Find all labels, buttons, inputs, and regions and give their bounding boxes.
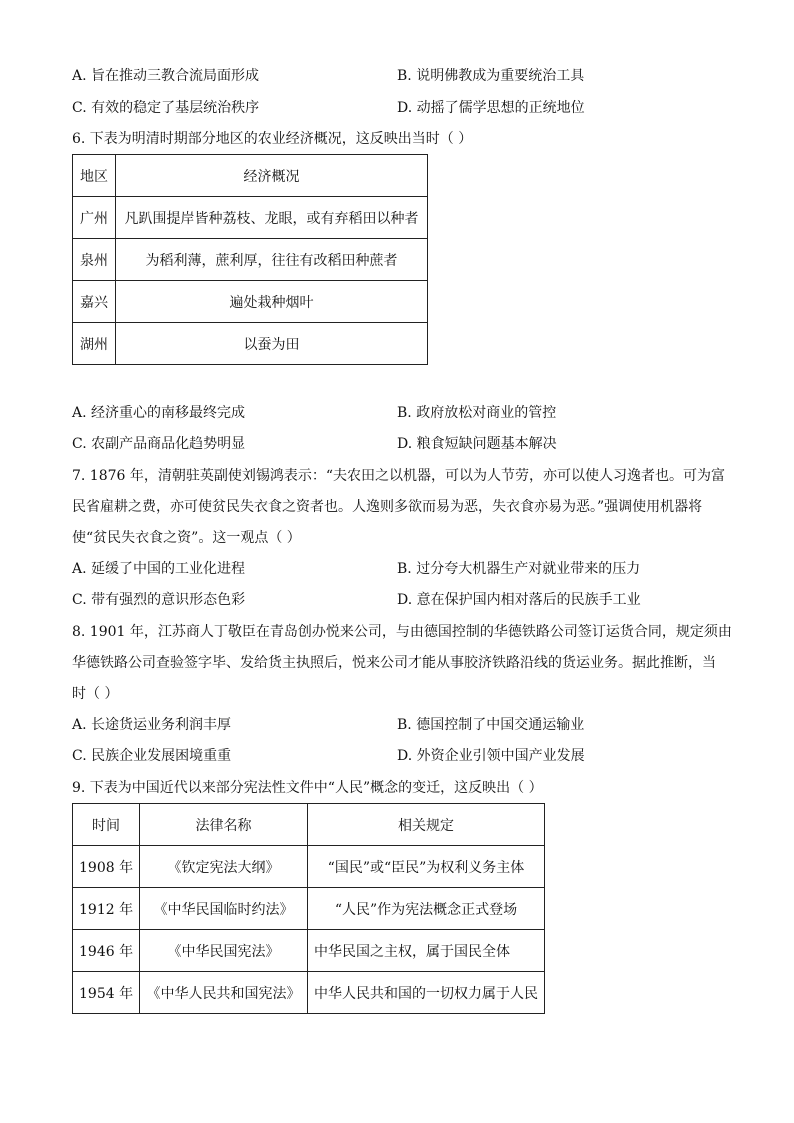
table-row [73, 323, 428, 365]
table-cell: 《钦定宪法大纲》 [140, 846, 308, 888]
q7-stem-line-3: 使“贫民失衣食之资”。这一观点（ ） [72, 530, 301, 546]
table-row [73, 972, 545, 1014]
table-header-provisions: 相关规定 [308, 804, 545, 846]
table-cell: 《中华民国临时约法》 [140, 888, 308, 930]
q6-option-c: C. 农副产品商品化趋势明显 [72, 436, 246, 452]
table-cell: 1912 年 [73, 888, 140, 930]
q7-option-a: A. 延缓了中国的工业化进程 [72, 561, 246, 577]
table-cell: 遍处栽种烟叶 [116, 281, 428, 323]
q8-stem-line-1: 8. 1901 年，江苏商人丁敬臣在青岛创办悦来公司，与由德国控制的华德铁路公司签订运货合同，规定须由 [72, 624, 732, 640]
table-row [73, 804, 545, 846]
table-row [73, 155, 428, 197]
table-cell: 1954 年 [73, 972, 140, 1014]
table-row [73, 930, 545, 972]
q8-stem-line-2: 华德铁路公司查验签字毕、发给货主执照后，悦来公司才能从事胶济铁路沿线的货运业务。据此推断，当 [72, 655, 716, 671]
table-cell: 凡趴围提岸皆种荔枝、龙眼，或有弃稻田以种者 [116, 197, 428, 239]
q9-table [72, 803, 545, 1014]
q8-option-d: D. 外资企业引领中国产业发展 [397, 748, 585, 764]
table-cell: 嘉兴 [73, 281, 116, 323]
table-header-region: 地区 [73, 155, 116, 197]
q5-option-b: B. 说明佛教成为重要统治工具 [397, 68, 585, 84]
table-cell: 广州 [73, 197, 116, 239]
table-header-overview: 经济概况 [116, 155, 428, 197]
table-cell: 为稻利薄，蔗利厚，往往有改稻田种蔗者 [116, 239, 428, 281]
q7-stem-line-2: 民省雇耕之费，亦可使贫民失衣食之资者也。人逸则多欲而易为恶，失衣食亦易为恶。”强调使用机器将 [72, 499, 703, 515]
table-cell: 中华人民共和国的一切权力属于人民 [308, 972, 545, 1014]
q5-option-c: C. 有效的稳定了基层统治秩序 [72, 100, 260, 116]
table-row [73, 846, 545, 888]
q7-stem-line-1: 7. 1876 年，清朝驻英副使刘锡鸿表示：“夫农田之以机器，可以为人节劳，亦可以使人习逸者也。可为富 [72, 468, 726, 484]
table-cell: 以蚕为田 [116, 323, 428, 365]
table-cell: 中华民国之主权，属于国民全体 [308, 930, 545, 972]
q6-table [72, 154, 428, 365]
q7-option-d: D. 意在保护国内相对落后的民族手工业 [397, 592, 641, 608]
q8-option-b: B. 德国控制了中国交通运输业 [397, 717, 585, 733]
table-cell: 1908 年 [73, 846, 140, 888]
q9-stem: 9. 下表为中国近代以来部分宪法性文件中“人民”概念的变迁，这反映出（ ） [72, 780, 543, 796]
table-header-law-name: 法律名称 [140, 804, 308, 846]
q5-option-a: A. 旨在推动三教合流局面形成 [72, 68, 260, 84]
q6-option-a: A. 经济重心的南移最终完成 [72, 405, 246, 421]
table-cell: “国民”或“臣民”为权利义务主体 [308, 846, 545, 888]
q7-option-c: C. 带有强烈的意识形态色彩 [72, 592, 246, 608]
q6-stem: 6. 下表为明清时期部分地区的农业经济概况，这反映出当时（ ） [72, 131, 473, 147]
q6-option-b: B. 政府放松对商业的管控 [397, 405, 557, 421]
table-cell: 《中华人民共和国宪法》 [140, 972, 308, 1014]
table-cell: 泉州 [73, 239, 116, 281]
table-row [73, 281, 428, 323]
q5-option-d: D. 动摇了儒学思想的正统地位 [397, 100, 585, 116]
table-cell: 1946 年 [73, 930, 140, 972]
q6-option-d: D. 粮食短缺问题基本解决 [397, 436, 557, 452]
table-row [73, 197, 428, 239]
table-cell: 《中华民国宪法》 [140, 930, 308, 972]
table-cell: “人民”作为宪法概念正式登场 [308, 888, 545, 930]
table-row [73, 239, 428, 281]
q8-option-a: A. 长途货运业务利润丰厚 [72, 717, 232, 733]
table-row [73, 888, 545, 930]
table-header-time: 时间 [73, 804, 140, 846]
q8-option-c: C. 民族企业发展困境重重 [72, 748, 232, 764]
q8-stem-line-3: 时（ ） [72, 686, 119, 702]
table-cell: 湖州 [73, 323, 116, 365]
q7-option-b: B. 过分夸大机器生产对就业带来的压力 [397, 561, 641, 577]
